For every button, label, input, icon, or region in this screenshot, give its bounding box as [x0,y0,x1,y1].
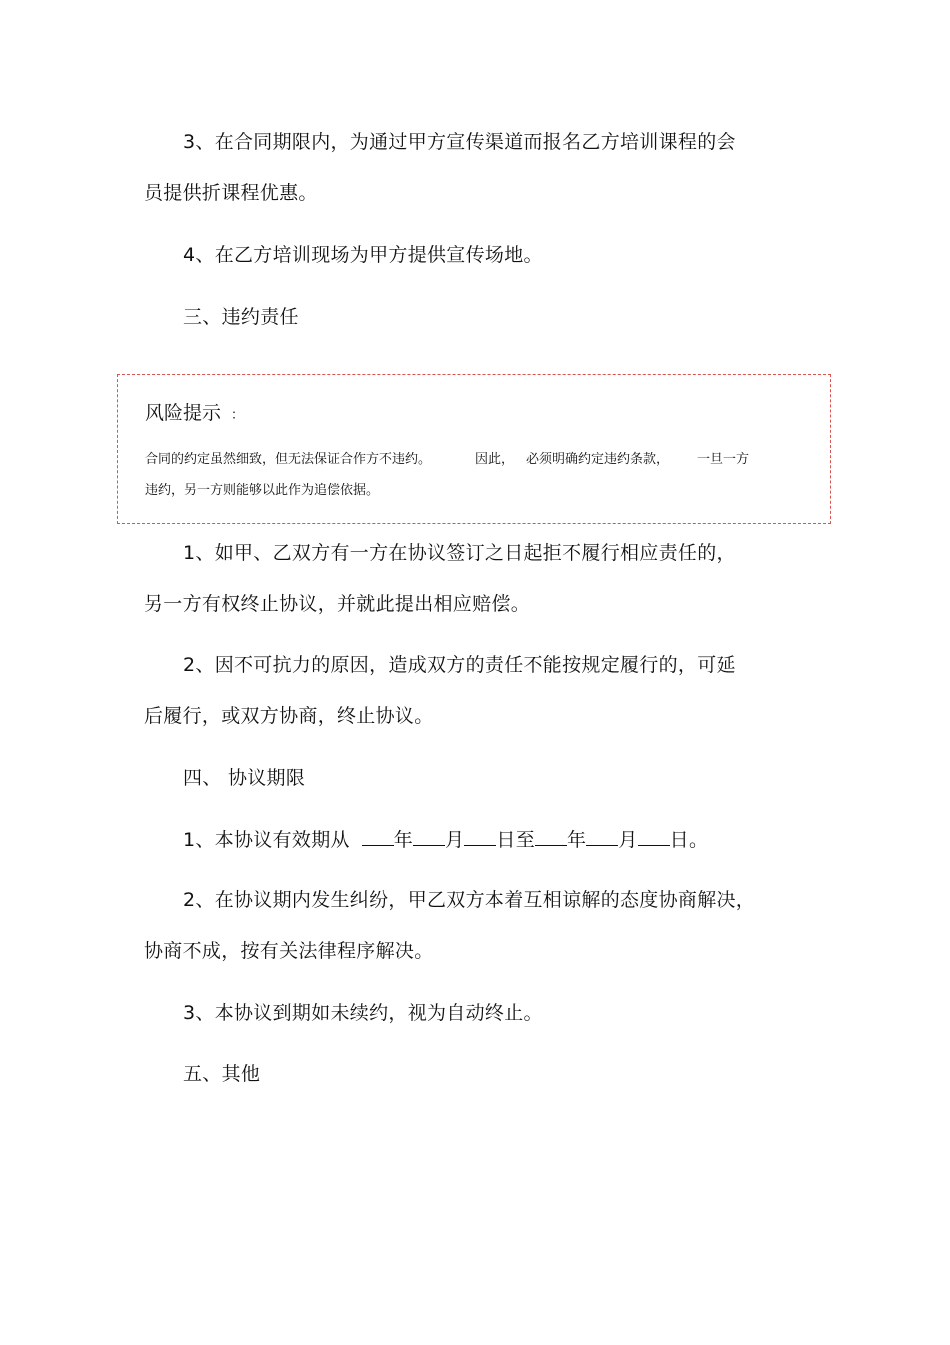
risk-notice-box [117,374,831,524]
risk-notice-text-3: 必须明确约定违约条款， [526,452,670,467]
start-day-unit: 日至 [496,829,536,851]
risk-notice-text-2: 因此， [475,452,515,467]
start-month-blank [413,827,445,846]
section-4-item-3: 3、本协议到期如未续约，视为自动终止。 [183,1002,543,1024]
risk-notice-title [145,401,244,428]
section-5-heading: 五、其他 [183,1063,261,1085]
section-3-item-2-line-1: 2、因不可抗力的原因，造成双方的责任不能按规定履行的，可延 [183,654,736,676]
start-month-unit: 月 [445,829,465,851]
clause-3-line-1: 3、在合同期限内，为通过甲方宣传渠道而报名乙方培训课程的会 [183,131,736,153]
section-4-heading: 四、 协议期限 [183,767,306,789]
start-day-blank [464,827,496,846]
end-year-blank [535,827,567,846]
section-4-item-1 [183,827,708,852]
section-3-item-2-line-2: 后履行，或双方协商，终止协议。 [144,705,434,727]
start-year-unit: 年 [393,829,414,851]
end-month-blank [586,827,618,846]
clause-4: 4、在乙方培训现场为甲方提供宣传场地。 [183,244,543,266]
start-year-blank [362,827,394,846]
end-day-blank [638,827,670,846]
section-4-item-2-line-2: 协商不成，按有关法律程序解决。 [144,940,434,962]
end-day-unit: 日。 [669,829,709,851]
end-month-unit: 月 [618,829,638,851]
section-3-item-1-line-1: 1、如甲、乙双方有一方在协议签订之日起拒不履行相应责任的， [183,542,736,564]
end-year-unit: 年 [567,829,587,851]
section-3-heading: 三、违约责任 [183,306,299,328]
risk-notice-title-text: 风险提示 [145,402,222,424]
clause-3-line-2: 员提供折课程优惠。 [144,182,318,204]
validity-prefix: 1、本协议有效期从 [183,829,350,851]
risk-notice-text-1: 合同的约定虽然细致，但无法保证合作方不违约。 [145,452,432,467]
risk-notice-line-1 [145,451,749,469]
risk-notice-title-colon: ： [231,408,245,423]
section-3-item-1-line-2: 另一方有权终止协议，并就此提出相应赔偿。 [144,593,531,615]
section-4-item-2-line-1: 2、在协议期内发生纠纷，甲乙双方本着互相谅解的态度协商解决， [183,889,756,911]
risk-notice-text-4: 一旦一方 [697,452,750,467]
risk-notice-line-2: 违约，另一方则能够以此作为追偿依据。 [145,483,380,498]
